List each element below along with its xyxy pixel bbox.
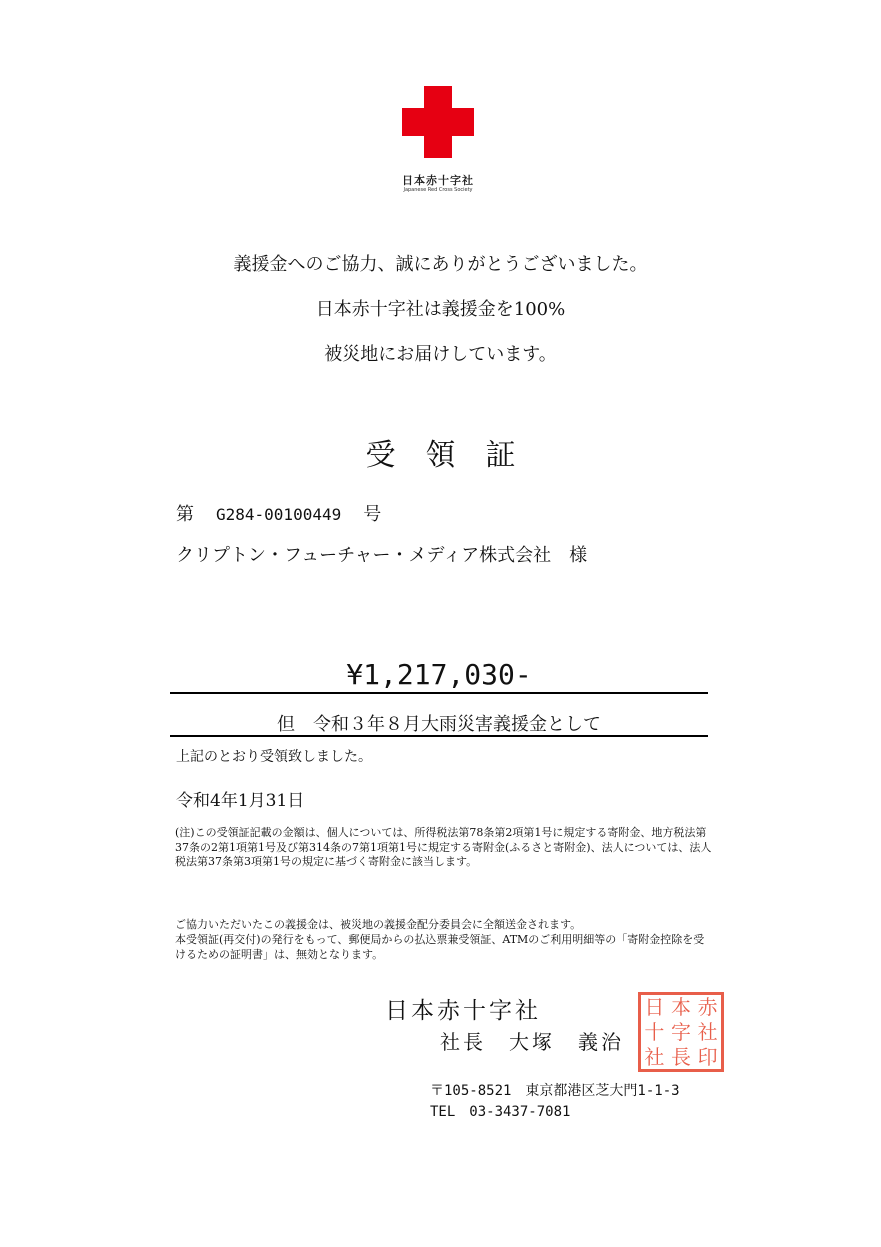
recipient-name: クリプトン・フューチャー・メディア株式会社 様	[176, 545, 588, 566]
seal-char: 赤	[697, 995, 718, 1020]
issuer-org: 日本赤十字社	[385, 998, 541, 1024]
seal-char: 字	[670, 1019, 691, 1044]
seal-char: 本	[670, 995, 691, 1020]
received-statement: 上記のとおり受領致しました。	[176, 749, 372, 765]
logo-name-jp: 日本赤十字社	[402, 174, 474, 187]
amount-underline	[170, 692, 708, 694]
official-seal-stamp	[638, 992, 724, 1072]
red-cross-icon-bar	[402, 108, 474, 136]
purpose-underline	[170, 735, 708, 737]
seal-char: 社	[697, 1019, 718, 1044]
receipt-number: G284-00100449	[216, 505, 342, 524]
donation-amount: ¥1,217,030-	[346, 658, 532, 691]
receipt-number-suffix: 号	[363, 504, 382, 525]
donation-purpose: 但 令和３年８月大雨災害義援金として	[277, 714, 601, 735]
seal-char: 日	[644, 995, 665, 1020]
seal-char: 印	[697, 1044, 718, 1069]
seal-char: 社	[644, 1044, 665, 1069]
receipt-date: 令和4年1月31日	[176, 791, 305, 811]
seal-char: 長	[670, 1044, 691, 1069]
seal-char: 十	[644, 1019, 665, 1044]
thanks-message-line3: 被災地にお届けしています。	[324, 344, 557, 365]
document-title: 受領証	[365, 438, 546, 473]
receipt-number-line	[176, 500, 381, 526]
info-note-line2: 本受領証(再交付)の発行をもって、郵便局からの払込票兼受領証、ATMのご利用明細等の「寄附金控除を受けるための証明書」は、無効となります。	[175, 933, 705, 961]
logo-name-en: Japanese Red Cross Society	[403, 187, 473, 193]
issuer-tel: TEL 03-3437-7081	[430, 1104, 571, 1120]
issuer-president: 社長 大塚 義治	[440, 1030, 624, 1054]
thanks-message-line2: 日本赤十字社は義援金を100%	[315, 299, 566, 320]
issuer-address: 〒105-8521 東京都港区芝大門1-1-3	[430, 1083, 680, 1099]
info-note-line1: ご協力いただいたこの義援金は、被災地の義援金配分委員会に全額送金されます。	[175, 918, 582, 931]
red-cross-logo	[396, 86, 480, 194]
receipt-number-prefix: 第	[176, 504, 194, 525]
thanks-message-line1: 義援金へのご協力、誠にありがとうございました。	[233, 254, 648, 275]
tax-note: (注)この受領証記載の金額は、個人については、所得税法第78条第2項第1号に規定する寄附金、地方税法第37条の2第1項第1号及び第314条の7第1項第1号に規定する寄附金(ふるさと寄附金)、法人については、法人税法第37条第3項第1号の規定に基づく寄附金に該当します。	[175, 826, 712, 868]
